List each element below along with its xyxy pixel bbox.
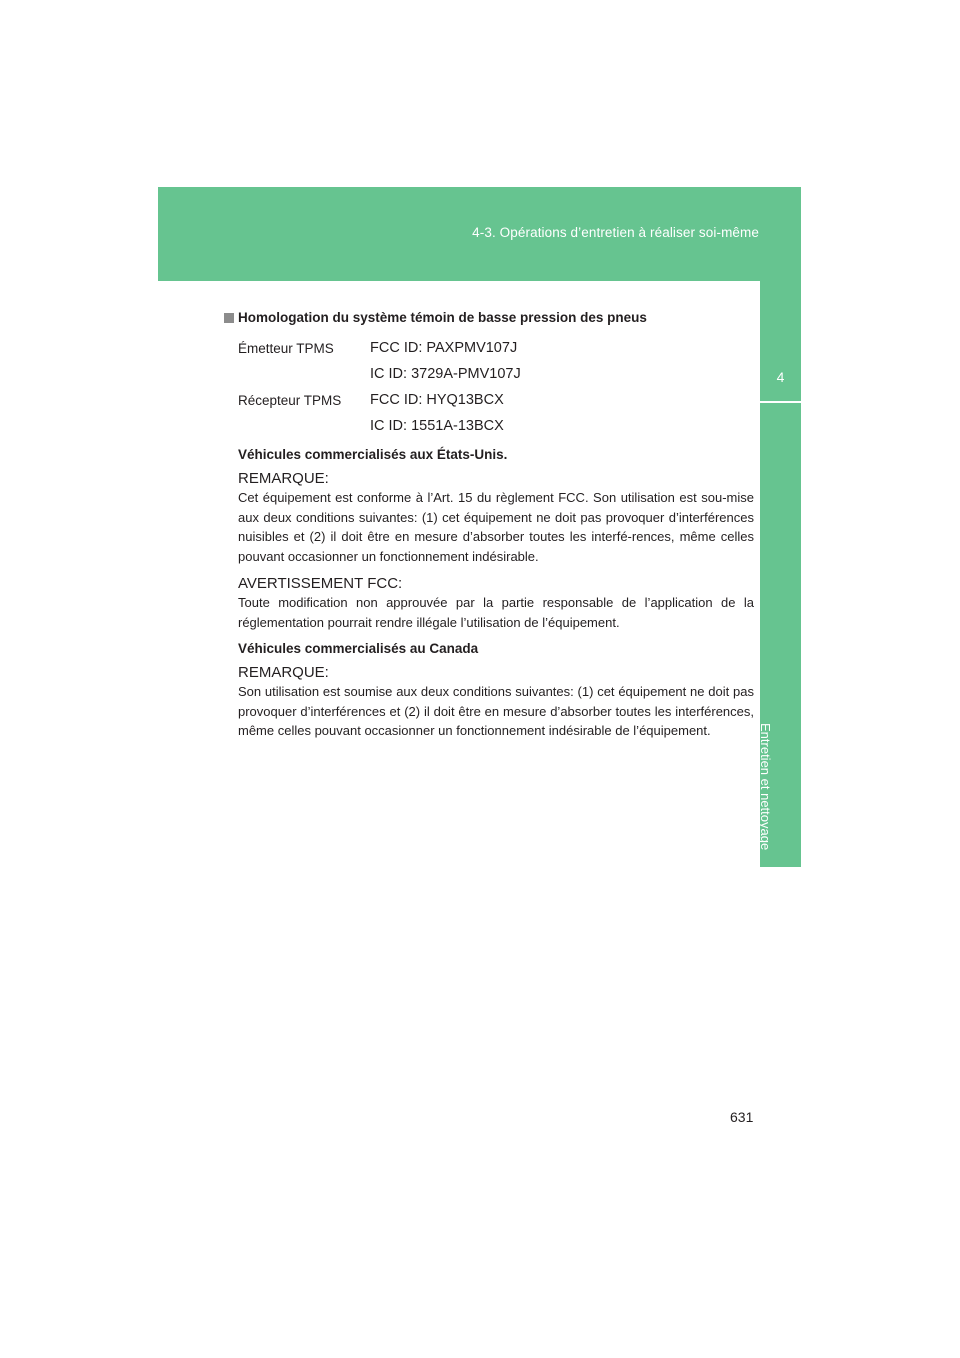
table-row xyxy=(238,361,521,387)
chapter-number: 4 xyxy=(776,369,785,385)
chapter-tab xyxy=(760,281,801,867)
spec-label-empty xyxy=(238,413,370,439)
spec-value: IC ID: 3729A-PMV107J xyxy=(370,366,521,382)
spec-value: FCC ID: PAXPMV107J xyxy=(370,340,518,356)
note-text: Cet équipement est conforme à l’Art. 15 du règlement FCC. Son utilisation est sou-mise aux deux conditions suivantes: (1) cet équipement ne doit pas provoquer d’interférences nuisibles et (2) il doit être en mesure d’absorber toutes les interfé-rences, même celles pouvant occasionner un fonctionnement indésirable. xyxy=(238,490,754,564)
note-text: Son utilisation est soumise aux deux conditions suivantes: (1) cet équipement ne doit pas provoquer d’interférences et (2) il doit être en mesure d’absorber toutes les interférences, même celles pouvant occasionner un fonctionnement indésirable de l’équipement. xyxy=(238,684,754,738)
section-heading xyxy=(224,310,754,325)
spec-label: Émetteur TPMS xyxy=(238,340,334,356)
square-bullet-icon xyxy=(224,313,234,323)
note-title: REMARQUE: xyxy=(238,664,329,681)
spec-value: FCC ID: HYQ13BCX xyxy=(370,392,504,408)
chapter-label: Entretien et nettoyage xyxy=(758,723,773,851)
header-band xyxy=(158,187,801,281)
chapter-tab-divider xyxy=(760,401,801,403)
usa-heading: Véhicules commercialisés aux États-Unis. xyxy=(238,447,508,462)
note-title: REMARQUE: xyxy=(238,470,329,487)
section-body xyxy=(238,335,754,741)
spec-value: IC ID: 1551A-13BCX xyxy=(370,418,504,434)
spec-label: Récepteur TPMS xyxy=(238,392,342,408)
warning-text: Toute modification non approuvée par la partie responsable de l’application de la réglementation pourrait rendre illégale l’utilisation de l’équipement. xyxy=(238,595,754,630)
canada-heading: Véhicules commercialisés au Canada xyxy=(238,641,479,656)
id-table xyxy=(238,335,521,439)
section-title: 4-3. Opérations d’entretien à réaliser soi-même xyxy=(472,225,759,240)
table-row xyxy=(238,387,521,413)
page-content xyxy=(224,310,754,750)
table-row xyxy=(238,335,521,361)
section-heading-text: Homologation du système témoin de basse pression des pneus xyxy=(238,310,647,325)
warning-title: AVERTISSEMENT FCC: xyxy=(238,575,403,592)
spec-label-empty xyxy=(238,361,370,387)
page-number: 631 xyxy=(730,1109,754,1125)
table-row xyxy=(238,413,521,439)
